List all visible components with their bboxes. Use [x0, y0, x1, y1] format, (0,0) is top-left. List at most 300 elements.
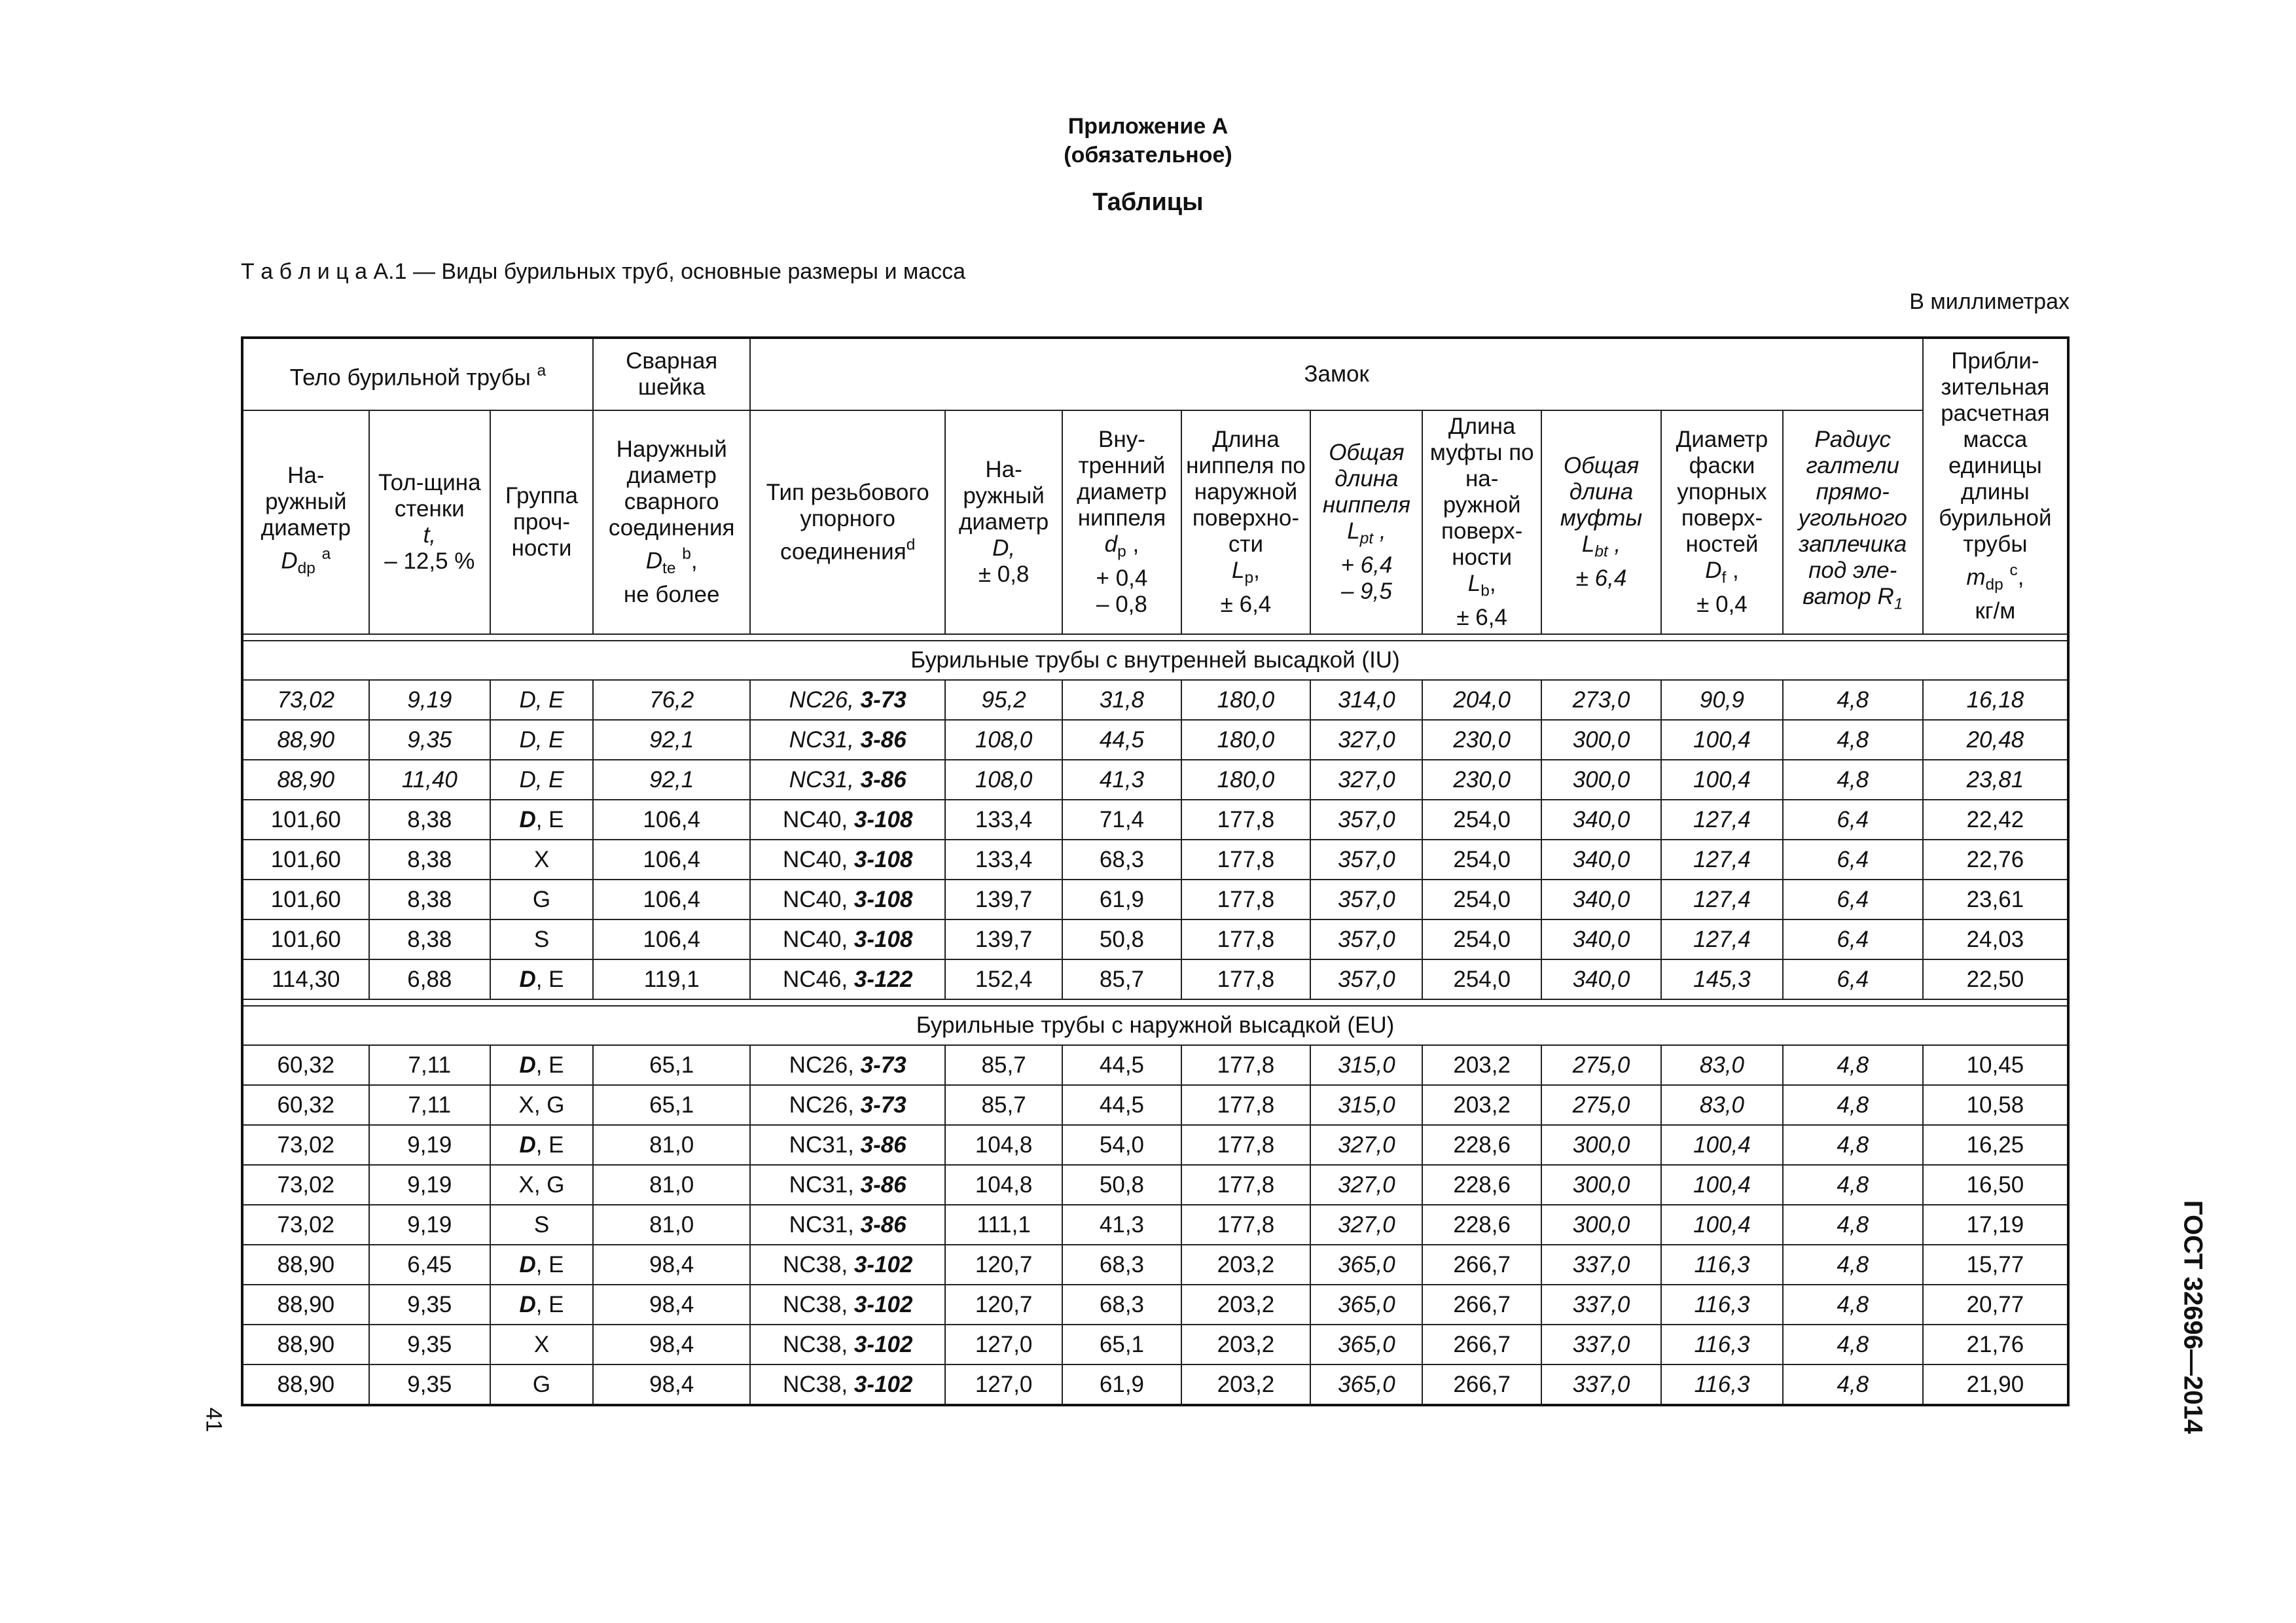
cell-r1: 6,4 [1783, 800, 1923, 840]
grade-bold: D [519, 1132, 536, 1158]
conn-code-alt: 3-73 [860, 687, 906, 713]
cell-wall: 8,38 [369, 880, 490, 919]
col-fillet-radius: Радиус галтели прямо-угольного заплечика под эле-ватор $R_1$ [1783, 410, 1923, 634]
col-wall-thickness: Тол-щина стенки t, – 12,5 % [369, 410, 490, 634]
conn-code-alt: 3-102 [853, 1331, 913, 1357]
grade-plain: S [533, 1211, 550, 1238]
cell-lpt: 357,0 [1310, 800, 1422, 840]
cell-dte: 98,4 [593, 1285, 750, 1325]
cell-od: 88,90 [242, 1245, 369, 1285]
cell-wall: 9,19 [369, 1125, 490, 1165]
cell-df: 90,9 [1661, 680, 1782, 720]
cell-mass: 22,50 [1923, 959, 2068, 999]
cell-r1: 4,8 [1783, 760, 1923, 800]
cell-conn [750, 1205, 945, 1245]
table-row [242, 959, 2068, 999]
cell-r1: 4,8 [1783, 1205, 1923, 1245]
cell-lbt: 275,0 [1541, 1045, 1661, 1085]
cell-df: 116,3 [1661, 1245, 1782, 1285]
cell-dp: 71,4 [1062, 800, 1181, 840]
cell-lpt: 327,0 [1310, 1125, 1422, 1165]
col-connection-type: Тип резьбового упорного соединения$^d$ [750, 410, 945, 634]
cell-lpt: 327,0 [1310, 1165, 1422, 1205]
cell-dte: 106,4 [593, 880, 750, 919]
col-bevel-diameter: Диаметр фаски упорных поверх-ностей $D_f$ , ± 0,4 [1661, 410, 1782, 634]
cell-dp: 85,7 [1062, 959, 1181, 999]
cell-lp: 203,2 [1181, 1285, 1311, 1325]
cell-dp: 50,8 [1062, 919, 1181, 959]
cell-grade [490, 1245, 593, 1285]
grade-rest: , E [535, 966, 564, 992]
cell-lpt: 314,0 [1310, 680, 1422, 720]
conn-code: NC40, [782, 806, 848, 832]
cell-lp: 180,0 [1181, 720, 1311, 760]
grade-bold: D [519, 966, 536, 992]
col-weld-diameter: Наружный диаметр сварного соединения $D_{te}$ $^b$, не более [593, 410, 750, 634]
conn-code-alt: 3-122 [853, 966, 913, 992]
cell-grade [490, 1125, 593, 1165]
cell-wall: 9,19 [369, 680, 490, 720]
conn-code-alt: 3-86 [860, 1211, 906, 1238]
conn-code-alt: 3-108 [853, 846, 913, 872]
grade-rest: , E [535, 806, 564, 832]
cell-lb: 254,0 [1422, 880, 1541, 919]
cell-conn [750, 880, 945, 919]
conn-code: NC38, [782, 1371, 848, 1397]
conn-code-alt: 3-73 [860, 1052, 906, 1078]
cell-lb: 230,0 [1422, 720, 1541, 760]
cell-r1: 6,4 [1783, 959, 1923, 999]
grade-bold: D [519, 1052, 536, 1078]
cell-lbt: 340,0 [1541, 800, 1661, 840]
conn-code-alt: 3-86 [860, 766, 906, 793]
cell-mass: 22,42 [1923, 800, 2068, 840]
cell-od: 73,02 [242, 1125, 369, 1165]
cell-od: 88,90 [242, 1364, 369, 1405]
cell-wall: 9,35 [369, 720, 490, 760]
section-title: Таблицы [1092, 188, 1204, 216]
cell-r1: 4,8 [1783, 1125, 1923, 1165]
conn-code: NC40, [782, 926, 848, 952]
conn-code: NC26, [789, 1092, 854, 1118]
conn-code: NC40, [782, 846, 848, 872]
cell-grade [490, 1325, 593, 1364]
cell-lbt: 337,0 [1541, 1364, 1661, 1405]
cell-lpt: 357,0 [1310, 919, 1422, 959]
cell-wall: 7,11 [369, 1045, 490, 1085]
grade-plain: D, E [519, 726, 564, 753]
cell-dp: 61,9 [1062, 880, 1181, 919]
cell-conn [750, 1325, 945, 1364]
cell-lb: 254,0 [1422, 800, 1541, 840]
conn-code: NC26, [789, 687, 854, 713]
conn-code: NC46, [782, 966, 848, 992]
cell-jd: 133,4 [945, 840, 1062, 880]
cell-df: 116,3 [1661, 1364, 1782, 1405]
cell-lbt: 273,0 [1541, 680, 1661, 720]
cell-od: 101,60 [242, 800, 369, 840]
cell-wall: 11,40 [369, 760, 490, 800]
section-divider [242, 999, 2068, 1006]
cell-lb: 204,0 [1422, 680, 1541, 720]
cell-mass: 17,19 [1923, 1205, 2068, 1245]
cell-conn [750, 1085, 945, 1125]
cell-grade [490, 1205, 593, 1245]
cell-od: 88,90 [242, 720, 369, 760]
cell-dp: 68,3 [1062, 1285, 1181, 1325]
cell-wall: 9,35 [369, 1325, 490, 1364]
cell-lp: 177,8 [1181, 1165, 1311, 1205]
cell-r1: 4,8 [1783, 1245, 1923, 1285]
cell-dp: 68,3 [1062, 1245, 1181, 1285]
table-row [242, 720, 2068, 760]
cell-r1: 4,8 [1783, 1085, 1923, 1125]
cell-jd: 95,2 [945, 680, 1062, 720]
cell-jd: 108,0 [945, 760, 1062, 800]
col-box-length: Длина муфты по на-ружной поверх-ности $L_b$, ± 6,4 [1422, 410, 1541, 634]
cell-conn [750, 720, 945, 760]
cell-conn [750, 1125, 945, 1165]
cell-mass: 24,03 [1923, 919, 2068, 959]
cell-conn [750, 919, 945, 959]
cell-conn [750, 840, 945, 880]
cell-df: 100,4 [1661, 1125, 1782, 1165]
cell-lbt: 300,0 [1541, 1205, 1661, 1245]
grade-plain: S [533, 926, 550, 952]
cell-df: 100,4 [1661, 760, 1782, 800]
cell-jd: 139,7 [945, 919, 1062, 959]
annex-title: Приложение А [1067, 114, 1229, 139]
conn-code-alt: 3-86 [860, 1171, 906, 1198]
cell-lp: 203,2 [1181, 1364, 1311, 1405]
cell-lpt: 357,0 [1310, 840, 1422, 880]
cell-wall: 9,35 [369, 1364, 490, 1405]
cell-r1: 4,8 [1783, 1285, 1923, 1325]
conn-code: NC31, [789, 1132, 854, 1158]
cell-lpt: 315,0 [1310, 1045, 1422, 1085]
cell-lbt: 340,0 [1541, 919, 1661, 959]
cell-dp: 54,0 [1062, 1125, 1181, 1165]
cell-r1: 6,4 [1783, 840, 1923, 880]
cell-df: 116,3 [1661, 1285, 1782, 1325]
cell-lb: 228,6 [1422, 1165, 1541, 1205]
cell-jd: 104,8 [945, 1165, 1062, 1205]
cell-dp: 44,5 [1062, 1085, 1181, 1125]
grade-plain: D, E [519, 766, 564, 793]
cell-lpt: 357,0 [1310, 880, 1422, 919]
cell-dp: 41,3 [1062, 1205, 1181, 1245]
cell-wall: 6,88 [369, 959, 490, 999]
cell-dp: 50,8 [1062, 1165, 1181, 1205]
page-number: 41 [201, 1407, 226, 1433]
cell-lp: 177,8 [1181, 1205, 1311, 1245]
cell-conn [750, 760, 945, 800]
conn-code: NC38, [782, 1251, 848, 1277]
cell-dp: 68,3 [1062, 840, 1181, 880]
cell-jd: 85,7 [945, 1085, 1062, 1125]
cell-grade [490, 959, 593, 999]
cell-grade [490, 1085, 593, 1125]
conn-code: NC31, [789, 766, 854, 793]
cell-lb: 203,2 [1422, 1085, 1541, 1125]
cell-dte: 76,2 [593, 680, 750, 720]
cell-lp: 177,8 [1181, 880, 1311, 919]
cell-lpt: 327,0 [1310, 1205, 1422, 1245]
cell-grade [490, 760, 593, 800]
cell-grade [490, 1364, 593, 1405]
cell-lpt: 327,0 [1310, 720, 1422, 760]
cell-lp: 177,8 [1181, 959, 1311, 999]
cell-df: 145,3 [1661, 959, 1782, 999]
cell-wall: 8,38 [369, 800, 490, 840]
cell-lbt: 340,0 [1541, 880, 1661, 919]
conn-code: NC31, [789, 1211, 854, 1238]
cell-jd: 111,1 [945, 1205, 1062, 1245]
cell-mass: 16,25 [1923, 1125, 2068, 1165]
cell-df: 127,4 [1661, 880, 1782, 919]
cell-od: 88,90 [242, 1325, 369, 1364]
cell-dte: 98,4 [593, 1364, 750, 1405]
conn-code-alt: 3-108 [853, 926, 913, 952]
cell-r1: 4,8 [1783, 1045, 1923, 1085]
cell-jd: 127,0 [945, 1325, 1062, 1364]
cell-mass: 23,61 [1923, 880, 2068, 919]
cell-lp: 180,0 [1181, 760, 1311, 800]
cell-r1: 4,8 [1783, 1165, 1923, 1205]
cell-lbt: 340,0 [1541, 840, 1661, 880]
cell-lb: 228,6 [1422, 1205, 1541, 1245]
cell-od: 88,90 [242, 1285, 369, 1325]
cell-df: 100,4 [1661, 1165, 1782, 1205]
cell-jd: 120,7 [945, 1285, 1062, 1325]
units-label: В миллиметрах [1909, 289, 2070, 314]
cell-mass: 10,45 [1923, 1045, 2068, 1085]
grade-plain: X [533, 846, 550, 872]
table-row [242, 1325, 2068, 1364]
conn-code-alt: 3-102 [853, 1371, 913, 1397]
table-row [242, 1085, 2068, 1125]
cell-dp: 31,8 [1062, 680, 1181, 720]
cell-dp: 44,5 [1062, 1045, 1181, 1085]
cell-jd: 127,0 [945, 1364, 1062, 1405]
cell-lbt: 300,0 [1541, 1165, 1661, 1205]
col-approx-mass: Прибли-зительная расчетная масса единицы длины бурильной трубы $m_{dp}$ $^c$, кг/м [1923, 338, 2068, 634]
conn-code-alt: 3-102 [853, 1251, 913, 1277]
cell-lpt: 365,0 [1310, 1245, 1422, 1285]
cell-lp: 177,8 [1181, 1085, 1311, 1125]
cell-r1: 4,8 [1783, 1364, 1923, 1405]
cell-od: 60,32 [242, 1045, 369, 1085]
conn-code-alt: 3-86 [860, 1132, 906, 1158]
cell-wall: 9,35 [369, 1285, 490, 1325]
cell-od: 73,02 [242, 1165, 369, 1205]
grade-bold: D [519, 1291, 536, 1317]
cell-lbt: 337,0 [1541, 1245, 1661, 1285]
cell-lbt: 300,0 [1541, 760, 1661, 800]
cell-r1: 6,4 [1783, 880, 1923, 919]
cell-lb: 230,0 [1422, 760, 1541, 800]
cell-mass: 23,81 [1923, 760, 2068, 800]
conn-code-alt: 3-108 [853, 886, 913, 912]
cell-grade [490, 1165, 593, 1205]
cell-df: 83,0 [1661, 1085, 1782, 1125]
table-row [242, 1364, 2068, 1405]
cell-jd: 120,7 [945, 1245, 1062, 1285]
group-pipe-body: Тело бурильной трубы $^a$ [242, 338, 593, 410]
cell-jd: 139,7 [945, 880, 1062, 919]
cell-df: 127,4 [1661, 840, 1782, 880]
cell-dp: 65,1 [1062, 1325, 1181, 1364]
cell-conn [750, 1245, 945, 1285]
cell-wall: 8,38 [369, 840, 490, 880]
grade-plain: G [532, 1371, 551, 1397]
cell-lbt: 337,0 [1541, 1325, 1661, 1364]
conn-code: NC38, [782, 1291, 848, 1317]
cell-lp: 177,8 [1181, 840, 1311, 880]
cell-wall: 8,38 [369, 919, 490, 959]
cell-lbt: 300,0 [1541, 1125, 1661, 1165]
cell-grade [490, 800, 593, 840]
cell-mass: 21,90 [1923, 1364, 2068, 1405]
cell-dte: 98,4 [593, 1245, 750, 1285]
cell-od: 88,90 [242, 760, 369, 800]
cell-conn [750, 1045, 945, 1085]
cell-lp: 177,8 [1181, 1045, 1311, 1085]
cell-grade [490, 1045, 593, 1085]
conn-code-alt: 3-102 [853, 1291, 913, 1317]
col-joint-od: На-ружный диаметр D, ± 0,8 [945, 410, 1062, 634]
cell-od: 101,60 [242, 880, 369, 919]
grade-plain: X [533, 1331, 550, 1357]
cell-mass: 22,76 [1923, 840, 2068, 880]
cell-od: 114,30 [242, 959, 369, 999]
grade-plain: D, E [519, 687, 564, 713]
table-caption: Т а б л и ц а А.1 — Виды бурильных труб, основные размеры и масса [241, 259, 966, 284]
col-pin-id: Вну-тренний диаметр ниппеля $d_p$ , + 0,4 – 0,8 [1062, 410, 1181, 634]
conn-code: NC31, [789, 726, 854, 753]
cell-dte: 106,4 [593, 800, 750, 840]
cell-lb: 254,0 [1422, 919, 1541, 959]
cell-grade [490, 880, 593, 919]
section-title-row: Бурильные трубы с внутренней высадкой (IU) [242, 641, 2068, 680]
cell-jd: 133,4 [945, 800, 1062, 840]
table-row [242, 880, 2068, 919]
cell-lb: 254,0 [1422, 840, 1541, 880]
cell-wall: 9,19 [369, 1165, 490, 1205]
cell-mass: 20,48 [1923, 720, 2068, 760]
section-title-row: Бурильные трубы с наружной высадкой (EU) [242, 1006, 2068, 1045]
table-row [242, 919, 2068, 959]
cell-lbt: 337,0 [1541, 1285, 1661, 1325]
cell-df: 127,4 [1661, 800, 1782, 840]
conn-code: NC38, [782, 1331, 848, 1357]
col-pin-total-length: Общая длина ниппеля $L_{pt}$ , + 6,4 – 9,5 [1310, 410, 1422, 634]
cell-od: 101,60 [242, 840, 369, 880]
document-id: ГОСТ 32696—2014 [2178, 1200, 2208, 1434]
cell-dte: 98,4 [593, 1325, 750, 1364]
grade-rest: , E [535, 1291, 564, 1317]
grade-bold: D [519, 1251, 536, 1277]
cell-lpt: 315,0 [1310, 1085, 1422, 1125]
cell-dp: 44,5 [1062, 720, 1181, 760]
table-row [242, 760, 2068, 800]
cell-mass: 21,76 [1923, 1325, 2068, 1364]
cell-jd: 152,4 [945, 959, 1062, 999]
table-row [242, 1045, 2068, 1085]
cell-grade [490, 680, 593, 720]
cell-lbt: 275,0 [1541, 1085, 1661, 1125]
table-row [242, 840, 2068, 880]
section-divider [242, 634, 2068, 641]
cell-lb: 266,7 [1422, 1364, 1541, 1405]
conn-code-alt: 3-108 [853, 806, 913, 832]
cell-r1: 4,8 [1783, 720, 1923, 760]
cell-dte: 106,4 [593, 919, 750, 959]
cell-lb: 228,6 [1422, 1125, 1541, 1165]
col-strength-grade: Группа проч-ности [490, 410, 593, 634]
cell-jd: 108,0 [945, 720, 1062, 760]
grade-plain: G [532, 886, 551, 912]
grade-bold: D [519, 806, 536, 832]
table-row [242, 1285, 2068, 1325]
cell-lpt: 327,0 [1310, 760, 1422, 800]
cell-jd: 104,8 [945, 1125, 1062, 1165]
cell-lp: 177,8 [1181, 800, 1311, 840]
cell-wall: 7,11 [369, 1085, 490, 1125]
grade-rest: , E [535, 1132, 564, 1158]
table-row [242, 680, 2068, 720]
cell-grade [490, 840, 593, 880]
table-row [242, 1245, 2068, 1285]
cell-lp: 177,8 [1181, 1125, 1311, 1165]
conn-code-alt: 3-73 [860, 1092, 906, 1118]
cell-df: 100,4 [1661, 720, 1782, 760]
cell-od: 101,60 [242, 919, 369, 959]
col-pin-length: Длина ниппеля по наружной поверхно-сти $L_p$, ± 6,4 [1181, 410, 1311, 634]
cell-df: 83,0 [1661, 1045, 1782, 1085]
cell-lp: 203,2 [1181, 1245, 1311, 1285]
cell-od: 60,32 [242, 1085, 369, 1125]
cell-dte: 65,1 [593, 1045, 750, 1085]
cell-dte: 92,1 [593, 760, 750, 800]
cell-conn [750, 800, 945, 840]
cell-lp: 177,8 [1181, 919, 1311, 959]
cell-od: 73,02 [242, 680, 369, 720]
cell-lb: 203,2 [1422, 1045, 1541, 1085]
cell-conn [750, 1165, 945, 1205]
cell-mass: 16,18 [1923, 680, 2068, 720]
cell-dte: 65,1 [593, 1085, 750, 1125]
conn-code-alt: 3-86 [860, 726, 906, 753]
table-row [242, 800, 2068, 840]
cell-dte: 106,4 [593, 840, 750, 880]
cell-lp: 203,2 [1181, 1325, 1311, 1364]
col-outer-diameter: На-ружный диаметр $D_{dp}$ $^a$ [242, 410, 369, 634]
cell-dte: 92,1 [593, 720, 750, 760]
cell-dte: 81,0 [593, 1125, 750, 1165]
cell-lpt: 365,0 [1310, 1325, 1422, 1364]
cell-dp: 41,3 [1062, 760, 1181, 800]
annex-status: (обязательное) [1064, 143, 1232, 168]
cell-jd: 85,7 [945, 1045, 1062, 1085]
conn-code: NC40, [782, 886, 848, 912]
cell-r1: 6,4 [1783, 919, 1923, 959]
cell-r1: 4,8 [1783, 680, 1923, 720]
grade-plain: X, G [518, 1171, 565, 1198]
cell-wall: 9,19 [369, 1205, 490, 1245]
cell-dp: 61,9 [1062, 1364, 1181, 1405]
grade-plain: X, G [518, 1092, 565, 1118]
